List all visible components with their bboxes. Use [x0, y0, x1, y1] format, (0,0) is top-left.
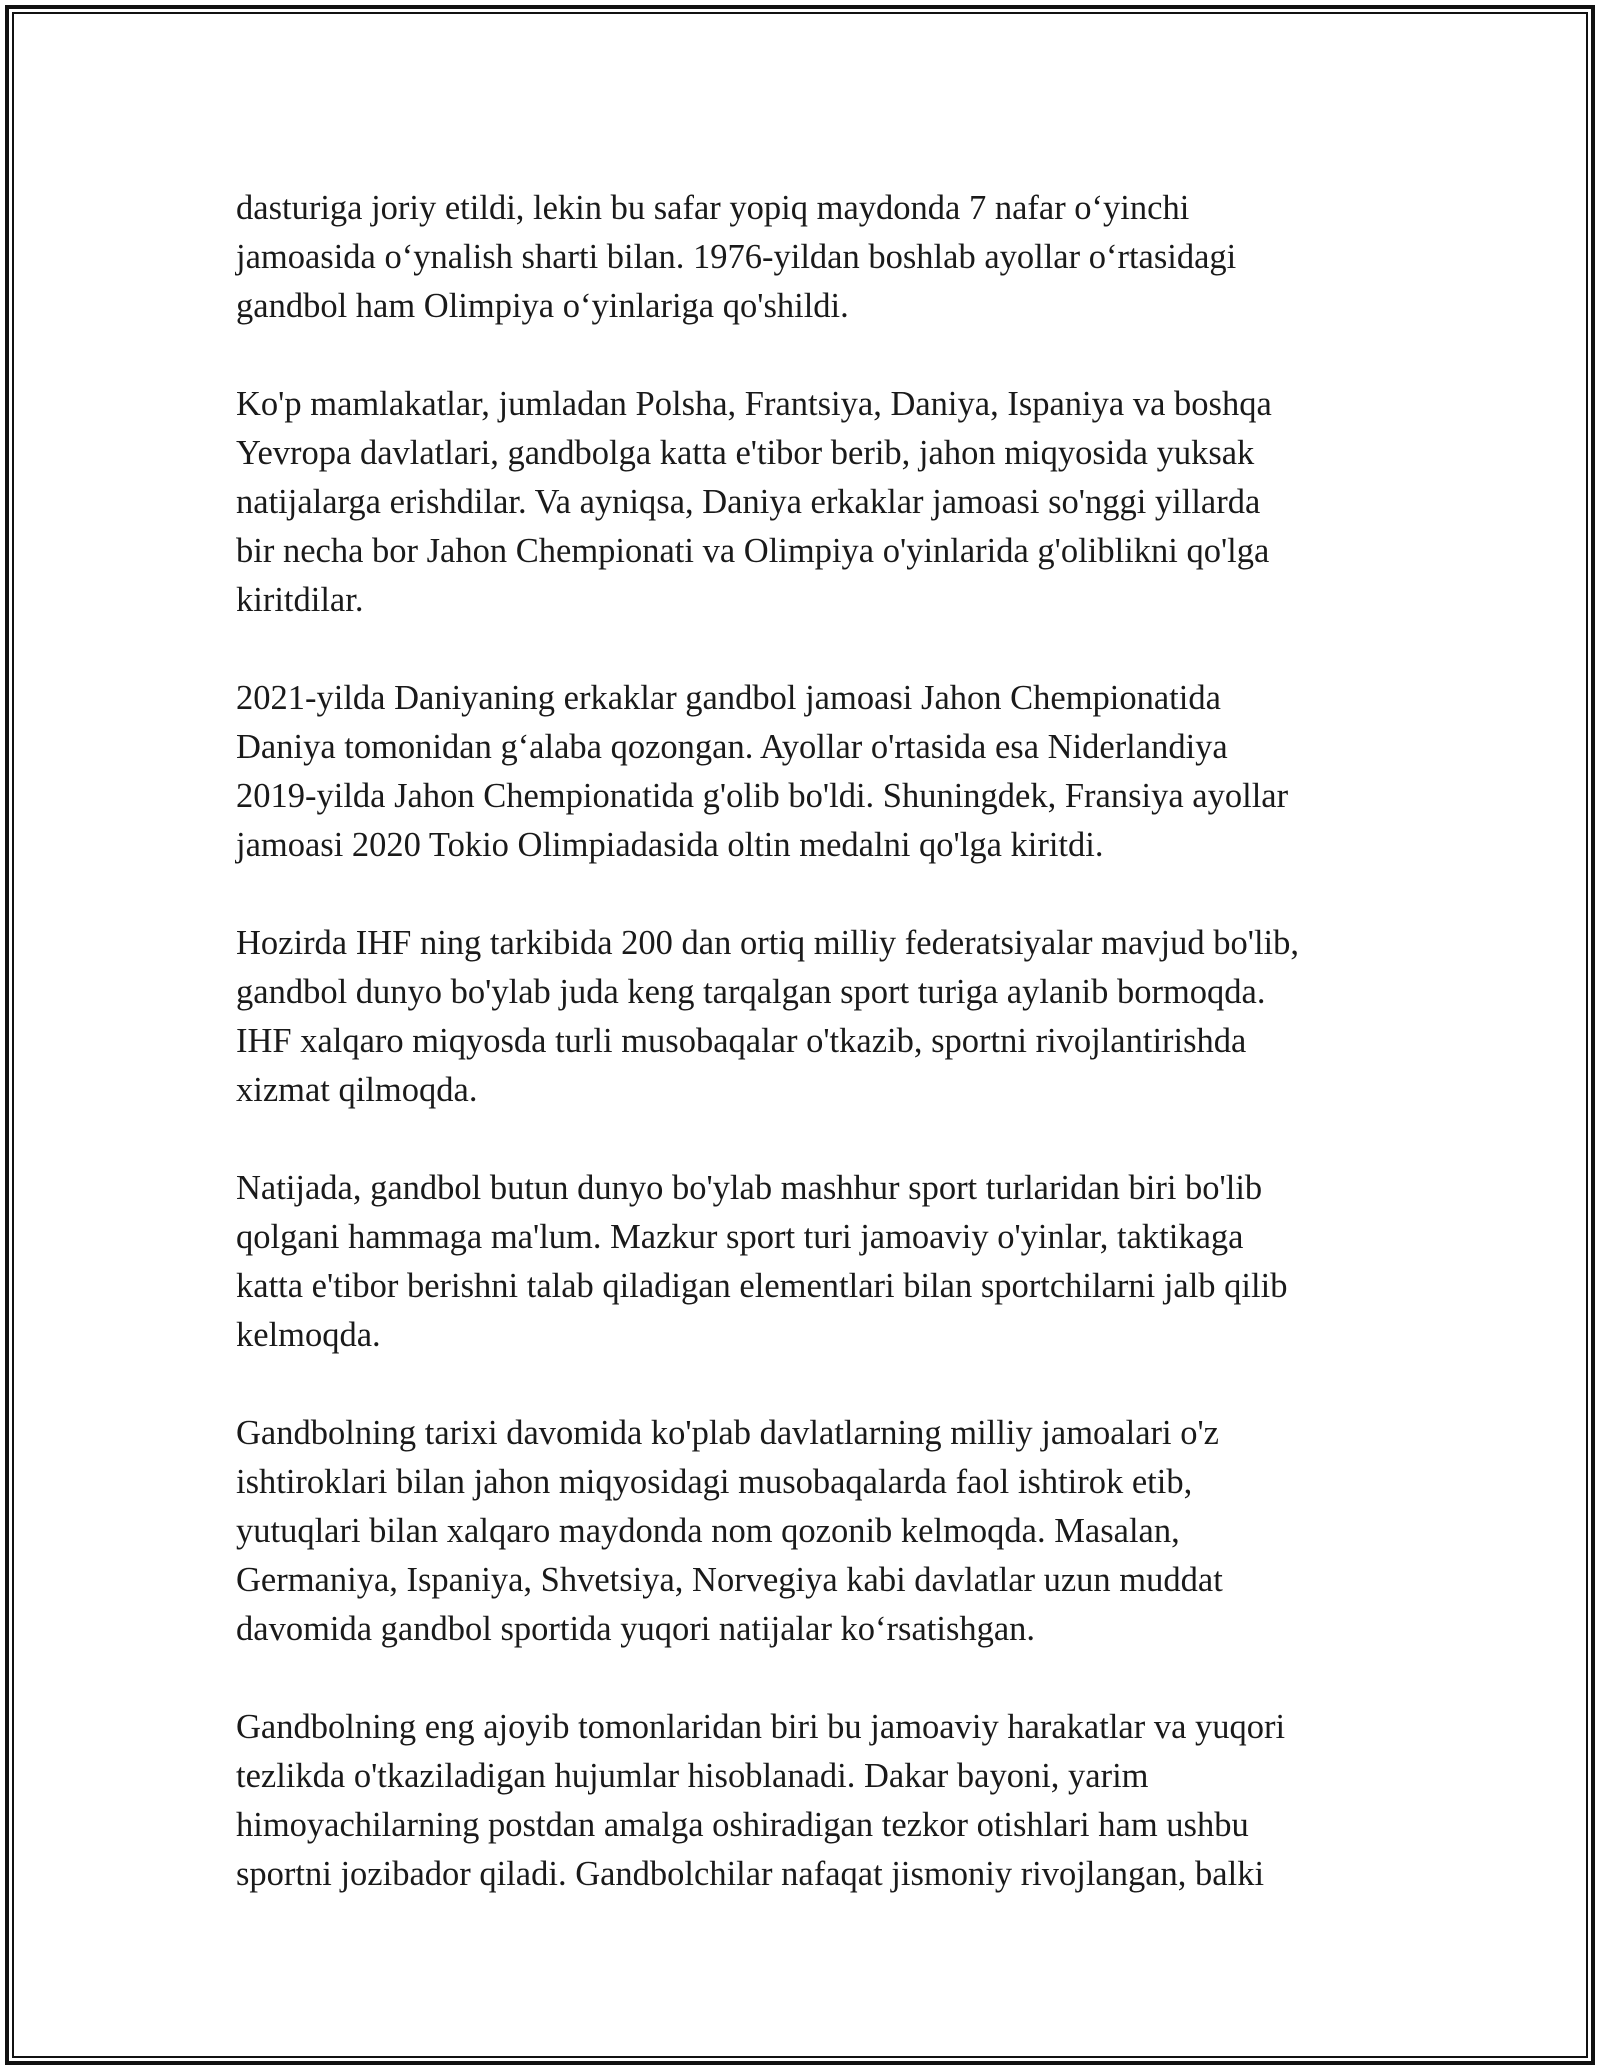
- text-line: davomida gandbol sportida yuqori natijalar ko‘rsatishgan.: [236, 1610, 1036, 1648]
- text-line: bir necha bor Jahon Chempionati va Olimpiya o'yinlarida g'oliblikni qo'lga: [236, 532, 1270, 570]
- paragraph: [236, 380, 1386, 625]
- text-line: dasturiga joriy etildi, lekin bu safar yopiq maydonda 7 nafar o‘yinchi: [236, 189, 1190, 227]
- text-line: himoyachilarning postdan amalga oshiradigan tezkor otishlari ham ushbu: [236, 1806, 1249, 1844]
- text-line: sportni jozibador qiladi. Gandbolchilar nafaqat jismoniy rivojlangan, balki: [236, 1855, 1265, 1893]
- text-line: Hozirda IHF ning tarkibida 200 dan ortiq milliy federatsiyalar mavjud bo'lib,: [236, 924, 1300, 962]
- text-line: ishtiroklari bilan jahon miqyosidagi musobaqalarda faol ishtirok etib,: [236, 1463, 1193, 1501]
- text-line: Germaniya, Ispaniya, Shvetsiya, Norvegiya kabi davlatlar uzun muddat: [236, 1561, 1223, 1599]
- text-line: IHF xalqaro miqyosda turli musobaqalar o'tkazib, sportni rivojlantirishda: [236, 1022, 1247, 1060]
- paragraph: [236, 1703, 1386, 1899]
- text-line: jamoasida o‘ynalish sharti bilan. 1976-yildan boshlab ayollar o‘rtasidagi: [236, 238, 1237, 276]
- paragraph: [236, 919, 1386, 1115]
- text-line: katta e'tibor berishni talab qiladigan elementlari bilan sportchilarni jalb qilib: [236, 1267, 1288, 1305]
- text-line: xizmat qilmoqda.: [236, 1071, 478, 1109]
- text-line: natijalarga erishdilar. Va ayniqsa, Daniya erkaklar jamoasi so'nggi yillarda: [236, 483, 1261, 521]
- paragraph: [236, 1409, 1386, 1654]
- text-line: 2021-yilda Daniyaning erkaklar gandbol jamoasi Jahon Chempionatida: [236, 679, 1221, 717]
- paragraph: [236, 184, 1386, 331]
- text-line: tezlikda o'tkaziladigan hujumlar hisoblanadi. Dakar bayoni, yarim: [236, 1757, 1149, 1795]
- text-line: yutuqlari bilan xalqaro maydonda nom qozonib kelmoqda. Masalan,: [236, 1512, 1180, 1550]
- text-line: Ko'p mamlakatlar, jumladan Polsha, Frantsiya, Daniya, Ispaniya va boshqa: [236, 385, 1272, 423]
- text-line: Yevropa davlatlari, gandbolga katta e'tibor berib, jahon miqyosida yuksak: [236, 434, 1255, 472]
- paragraph: [236, 1164, 1386, 1360]
- document-body: [236, 184, 1386, 1948]
- text-line: 2019-yilda Jahon Chempionatida g'olib bo'ldi. Shuningdek, Fransiya ayollar: [236, 777, 1289, 815]
- paragraph: [236, 674, 1386, 870]
- text-line: kelmoqda.: [236, 1316, 381, 1354]
- text-line: gandbol dunyo bo'ylab juda keng tarqalgan sport turiga aylanib bormoqda.: [236, 973, 1266, 1011]
- text-line: Gandbolning tarixi davomida ko'plab davlatlarning milliy jamoalari o'z: [236, 1414, 1219, 1452]
- text-line: jamoasi 2020 Tokio Olimpiadasida oltin medalni qo'lga kiritdi.: [236, 826, 1104, 864]
- text-line: Natijada, gandbol butun dunyo bo'ylab mashhur sport turlaridan biri bo'lib: [236, 1169, 1263, 1207]
- text-line: kiritdilar.: [236, 581, 364, 619]
- text-line: Gandbolning eng ajoyib tomonlaridan biri bu jamoaviy harakatlar va yuqori: [236, 1708, 1286, 1746]
- text-line: qolgani hammaga ma'lum. Mazkur sport turi jamoaviy o'yinlar, taktikaga: [236, 1218, 1244, 1256]
- text-line: gandbol ham Olimpiya o‘yinlariga qo'shildi.: [236, 287, 849, 325]
- text-line: Daniya tomonidan g‘alaba qozongan. Ayollar o'rtasida esa Niderlandiya: [236, 728, 1228, 766]
